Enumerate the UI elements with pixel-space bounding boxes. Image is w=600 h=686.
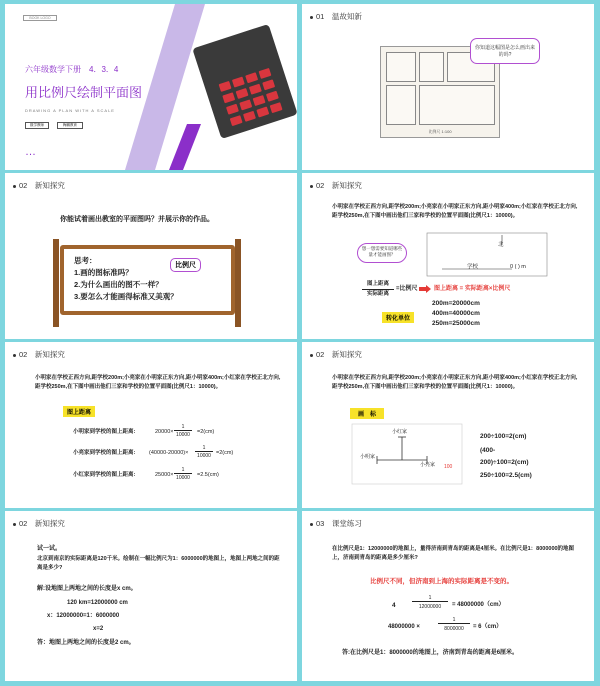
row2-den: 10000 bbox=[197, 453, 211, 459]
ming-label: 小明家 bbox=[360, 454, 376, 460]
hong-label: 小红家 bbox=[392, 429, 408, 435]
slide-explore-3[interactable] bbox=[5, 342, 297, 508]
think-cloud: 想一想需要知道哪些量才能画图？ bbox=[357, 243, 407, 263]
problem-text: 小明家在学校正西方向,距学校200m;小亮家在小明家正东方向,距小明家400m;小红家在学校正北方向,距学校250m,在下图中画出他们三家和学校的位置平面图(比例尺1：10000)。 bbox=[332, 375, 578, 390]
calc-1: 200÷100=2(cm) bbox=[480, 433, 527, 440]
school-label: 学校 bbox=[467, 264, 479, 270]
think-q1: 1.画的图标准吗？ bbox=[74, 268, 133, 277]
section-number: 02 bbox=[316, 350, 325, 359]
eq1-result: = 48000000（cm） bbox=[452, 602, 505, 608]
solution-line2: x：12000000=1：6000000 bbox=[47, 613, 120, 619]
slide-explore-4[interactable] bbox=[302, 342, 594, 508]
row2-num: 1 bbox=[195, 445, 213, 452]
row2-formula: (40000-20000)× bbox=[149, 450, 189, 456]
try-problem: 北京到南京的实际距离是120千米。绘制在一幅比例尺为1：6000000的地图上，地图上两地之间的距离是多少? bbox=[37, 556, 280, 571]
slide-explore-1[interactable] bbox=[5, 173, 297, 339]
scale-tag: 比例尺 bbox=[170, 258, 201, 272]
eq2-left: 48000000 × bbox=[388, 624, 420, 630]
book-tag: BOOK LOGO bbox=[23, 15, 57, 21]
row3-formula: 25000× bbox=[155, 472, 174, 478]
row1-formula: 20000× bbox=[155, 429, 174, 435]
row1-den: 10000 bbox=[176, 432, 190, 438]
section-number: 01 bbox=[316, 12, 325, 21]
slide-practice[interactable] bbox=[302, 511, 594, 681]
section-number: 02 bbox=[19, 181, 28, 190]
question-text: 你能试着画出教室的平面图吗？并展示你的作品。 bbox=[60, 216, 214, 223]
section-header bbox=[310, 519, 380, 529]
section-header bbox=[13, 350, 83, 360]
think-label: 思考： bbox=[74, 256, 97, 265]
slide-explore-5[interactable] bbox=[5, 511, 297, 681]
north-label: 北 bbox=[498, 242, 504, 248]
section-title: 课堂练习 bbox=[331, 519, 362, 528]
row3-num: 1 bbox=[174, 467, 192, 474]
problem-text: 小明家在学校正西方向,距学校200m;小亮家在小明家正东方向,距小明家400m;小红家在学校正北方向,距学校250m,在下图中画出他们三家和学校的位置平面图(比例尺1：10000)。 bbox=[35, 375, 281, 390]
scale-marker: 100 bbox=[444, 464, 453, 470]
section-number: 02 bbox=[316, 181, 325, 190]
convert-3: 250m=25000cm bbox=[432, 320, 480, 327]
practice-problem: 在比例尺是1：12000000的地图上，量得济南到青岛的距离是4厘米。在比例尺是1：8000000的地图上，济南到青岛的距离是多少厘米? bbox=[332, 546, 575, 561]
draw-label: 画 标 bbox=[350, 408, 384, 419]
position-diagram bbox=[302, 342, 594, 508]
problem-text: 小明家在学校正西方向,距学校200m;小亮家在小明家正东方向,距小明家400m;小红家在学校正北方向,距学校250m,在下图中画出他们三家和学校的位置平面图(比例尺1：10000)。 bbox=[332, 204, 578, 219]
section-number: 03 bbox=[316, 519, 325, 528]
answer-text: 答：地图上两地之间的长度是2 cm。 bbox=[37, 640, 135, 646]
row3-result: =2.5(cm) bbox=[197, 472, 219, 478]
question-bubble: 你知道这幅图是怎么画出来的吗? bbox=[470, 38, 540, 64]
calc-4: 250÷100=2.5(cm) bbox=[480, 472, 532, 479]
section-title: 新知探究 bbox=[331, 350, 362, 359]
slide-explore-2[interactable] bbox=[302, 173, 594, 339]
convert-label: 转化单位 bbox=[382, 312, 414, 323]
teacher-button[interactable]: 数学教师 bbox=[25, 122, 49, 129]
row3-label: 小红家到学校的图上距离: bbox=[73, 472, 136, 478]
row2-result: =2(cm) bbox=[216, 450, 234, 456]
more-dots: … bbox=[25, 146, 37, 158]
eq1-den: 12000000 bbox=[418, 604, 442, 610]
calc-2: (400- bbox=[480, 447, 496, 454]
answer-text: 答:在比例尺是1：8000000的地图上，济南到青岛的距离是6厘米。 bbox=[342, 650, 519, 656]
section-title: 温故知新 bbox=[331, 12, 362, 21]
page-title: 用比例尺绘制平面图 bbox=[25, 85, 143, 100]
calc-3: 200)÷100=2(cm) bbox=[480, 459, 529, 466]
section-header bbox=[13, 519, 83, 529]
plan-scale: 比例尺 1:100 bbox=[428, 129, 452, 134]
arrow-icon bbox=[419, 285, 431, 293]
fraction-bottom: 实际距离 bbox=[366, 291, 389, 297]
fraction-top: 图上距离 bbox=[366, 281, 389, 287]
scale-axis-label: 0 ( ) m bbox=[510, 264, 526, 270]
section-number: 02 bbox=[19, 350, 28, 359]
section-title: 新知探究 bbox=[331, 181, 362, 190]
row1-result: =2(cm) bbox=[197, 429, 215, 435]
row3-den: 10000 bbox=[176, 475, 190, 481]
convert-2: 400m=40000cm bbox=[432, 310, 480, 317]
convert-1: 200m=20000cm bbox=[432, 300, 480, 307]
ratio-eq: =比例尺 bbox=[396, 286, 418, 292]
try-heading: 试一试。 bbox=[37, 546, 62, 552]
section-header bbox=[310, 12, 380, 22]
row2-label: 小亮家到学校的图上距离: bbox=[73, 450, 136, 456]
subtitle: DRAWING A PLAN WITH A SCALE bbox=[25, 108, 115, 113]
eq1-left: 4 bbox=[392, 602, 396, 609]
solution-line1: 120 km=12000000 cm bbox=[67, 600, 128, 606]
solution-line3: x=2 bbox=[93, 626, 104, 632]
hint-text: 比例尺不同，但济南到上海的实际距离是不变的。 bbox=[370, 578, 513, 585]
grade-label: 六年级数学下册 4．3．4 bbox=[25, 65, 119, 74]
solution-setup: 解:设地图上两地之间的长度是x cm。 bbox=[37, 586, 137, 592]
eq1-num: 1 bbox=[412, 595, 448, 602]
liang-label: 小亮家 bbox=[420, 462, 436, 468]
row1-num: 1 bbox=[174, 424, 192, 431]
eq2-result: = 6（cm） bbox=[473, 624, 503, 630]
think-q2: 2.为什么画出的图不一样？ bbox=[74, 280, 163, 289]
section-title: 新知探究 bbox=[34, 350, 65, 359]
eq2-num: 1 bbox=[438, 617, 470, 624]
section-title: 新知探究 bbox=[34, 181, 65, 190]
think-q3: 3.要怎么才能画得标准又美观？ bbox=[74, 292, 178, 301]
slide-cover[interactable] bbox=[5, 4, 297, 170]
section-title: 新知探究 bbox=[34, 519, 65, 528]
eq2-den: 8000000 bbox=[444, 626, 464, 632]
map-distance-label: 图上距离 bbox=[63, 406, 95, 417]
row1-label: 小明家到学校的图上距离: bbox=[73, 429, 136, 435]
org-button[interactable]: 梅鹏教育 bbox=[57, 122, 83, 129]
think-board bbox=[60, 245, 235, 315]
section-number: 02 bbox=[19, 519, 28, 528]
slide-review[interactable] bbox=[302, 4, 594, 170]
formula-text: 图上距离 = 实际距离×比例尺 bbox=[434, 286, 511, 292]
